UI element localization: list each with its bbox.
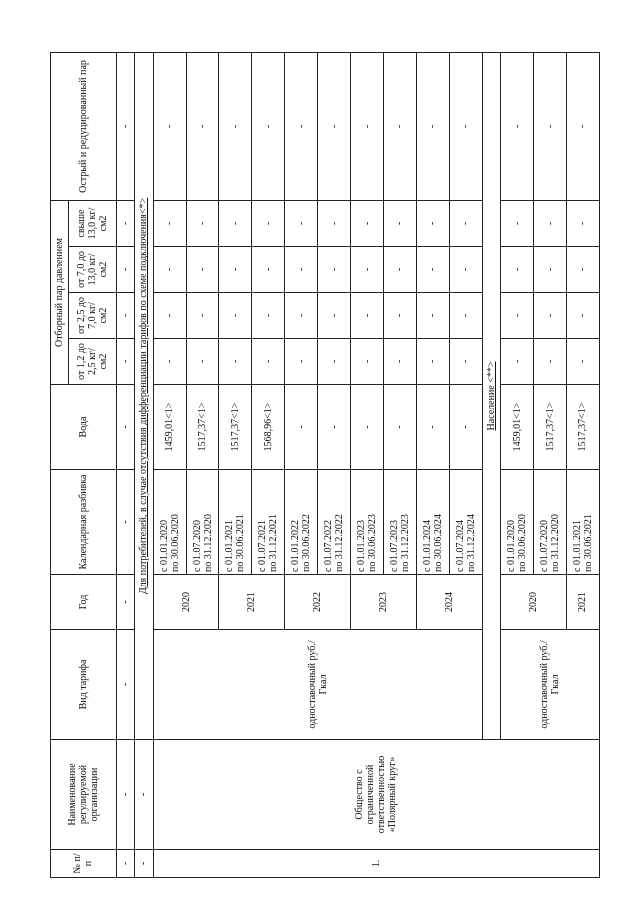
dash-cell: - [285,293,318,339]
water-value: 1517,37<1> [534,385,567,470]
water-value: - [318,385,351,470]
dash-cell: - [219,247,252,293]
period-from: с 01.07.2023 [388,520,400,572]
period-to: по 31.12.2020 [202,514,214,572]
period-cell [416,470,449,575]
dash-cell: - [534,293,567,339]
period-from: с 01.01.2024 [421,520,433,572]
header-sharp-steam: Острый и редуцированный пар [51,52,117,200]
year-cell: 2021 [219,575,285,630]
dash-cell: - [153,52,186,200]
header-steam-4: свыше 13,0 кг/см2 [69,200,116,246]
dash-cell: - [116,630,134,740]
header-steam-2: от 2,5 до 7,0 кг/см2 [69,293,116,339]
period-from: с 01.01.2021 [224,520,236,572]
dash-cell: - [252,339,285,385]
water-value: - [416,385,449,470]
dash-cell: - [219,339,252,385]
year-cell: 2022 [285,575,351,630]
dash-cell: - [186,339,219,385]
period-from: с 01.01.2020 [506,520,518,572]
header-org: Наименование регулируемой организации [51,740,117,850]
period-cell [252,470,285,575]
period-to: по 30.06.2020 [517,514,529,572]
header-steam-3: от 7,0 до 13,0 кг/см2 [69,247,116,293]
period-cell [219,470,252,575]
tariff-type: одноставочный руб./Гкал [501,630,600,740]
org-number: 1. [153,850,599,878]
period-to: по 31.12.2022 [334,514,346,572]
year-cell: 2020 [501,575,567,630]
dash-cell: - [116,385,134,470]
dash-cell: - [501,200,534,246]
dash-cell: - [534,247,567,293]
period-to: по 30.06.2021 [235,514,247,572]
dash-cell: - [351,200,384,246]
dash-cell: - [384,52,417,200]
table-row [153,52,186,877]
dash-cell: - [384,293,417,339]
period-cell [153,470,186,575]
period-cell [501,470,534,575]
water-value: 1517,37<1> [219,385,252,470]
section-title-consumers: Для потребителей, в случае отсутствия дифференциации тарифов по схеме подключения<*> [135,52,153,739]
period-to: по 31.12.2024 [465,514,477,572]
water-value: - [285,385,318,470]
dash-cell: - [318,52,351,200]
period-cell [318,470,351,575]
dash-cell: - [449,339,482,385]
dash-cell: - [252,200,285,246]
period-from: с 01.01.2023 [356,520,368,572]
dash-cell: - [252,247,285,293]
dash-cell: - [116,740,134,850]
dash-cell: - [384,339,417,385]
dash-cell: - [153,200,186,246]
period-to: по 31.12.2021 [268,514,280,572]
year-cell: 2020 [153,575,219,630]
dash-cell: - [449,293,482,339]
tariff-type: одноставочный руб./Гкал [153,630,482,740]
dash-cell: - [351,52,384,200]
rotated-page [50,53,600,878]
dash-cell: - [449,52,482,200]
period-from: с 01.01.2021 [571,520,583,572]
dash-cell: - [153,247,186,293]
dash-cell: - [501,293,534,339]
header-num: № п/п [51,850,117,878]
dash-cell: - [135,740,153,850]
period-cell [285,470,318,575]
dash-cell: - [116,470,134,575]
water-value: - [384,385,417,470]
period-cell [449,470,482,575]
dash-cell: - [501,247,534,293]
period-cell [351,470,384,575]
period-from: с 01.07.2024 [454,520,466,572]
dash-cell: - [285,247,318,293]
dash-cell: - [534,339,567,385]
dash-cell: - [153,339,186,385]
period-cell [384,470,417,575]
dash-row-1 [116,52,134,877]
dash-cell: - [285,339,318,385]
period-to: по 30.06.2023 [367,514,379,572]
period-from: с 01.07.2020 [539,520,550,572]
dash-cell: - [501,52,534,200]
dash-cell: - [135,850,153,878]
header-steam-1: от 1,2 до 2,5 кг/см2 [69,339,116,385]
period-to: по 30.06.2022 [301,514,313,572]
dash-cell: - [252,52,285,200]
period-from: с 01.07.2022 [323,520,335,572]
period-cell [566,470,599,575]
dash-cell: - [416,247,449,293]
dash-cell: - [318,200,351,246]
water-value: 1459,01<1> [153,385,186,470]
period-from: с 01.07.2021 [257,520,269,572]
header-tariff-type: Вид тарифа [51,630,117,740]
dash-cell: - [219,52,252,200]
dash-cell: - [116,575,134,630]
dash-cell: - [219,200,252,246]
dash-cell: - [416,200,449,246]
dash-cell: - [116,200,134,246]
dash-cell: - [416,293,449,339]
dash-cell: - [351,293,384,339]
period-from: с 01.07.2020 [191,520,203,572]
water-value: 1568,96<1> [252,385,285,470]
dash-cell: - [501,339,534,385]
dash-cell: - [351,339,384,385]
period-to: по 31.12.2023 [399,514,411,572]
period-to: по 30.06.2021 [582,514,594,572]
water-value: - [449,385,482,470]
dash-cell: - [186,52,219,200]
dash-cell: - [534,52,567,200]
dash-cell: - [285,200,318,246]
header-row-1 [51,52,69,877]
dash-cell: - [384,200,417,246]
water-value: 1459,01<1> [501,385,534,470]
dash-cell: - [318,247,351,293]
section-row-1 [135,52,153,877]
dash-cell: - [534,200,567,246]
section-title-population: Население <**> [482,52,500,739]
dash-cell: - [318,293,351,339]
water-value: - [351,385,384,470]
dash-cell: - [116,247,134,293]
dash-cell: - [449,247,482,293]
dash-cell: - [116,52,134,200]
dash-cell: - [566,247,599,293]
dash-cell: - [186,200,219,246]
org-name: Общество с ограниченной ответственностью «Полярный круг» [153,740,599,850]
dash-cell: - [153,293,186,339]
dash-cell: - [252,293,285,339]
dash-cell: - [186,293,219,339]
dash-cell: - [566,52,599,200]
period-cell [186,470,219,575]
header-water: Вода [51,385,117,470]
header-period: Календарная разбивка [51,470,117,575]
dash-cell: - [384,247,417,293]
dash-cell: - [566,200,599,246]
tariff-table [50,52,600,878]
header-year: Год [51,575,117,630]
year-cell: 2021 [566,575,599,630]
period-to: по 30.06.2024 [432,514,444,572]
dash-cell: - [416,52,449,200]
period-cell [534,470,567,575]
dash-cell: - [116,850,134,878]
period-to: по 31.12.2020 [550,514,561,572]
dash-cell: - [186,247,219,293]
water-value: 1517,37<1> [186,385,219,470]
dash-cell: - [566,339,599,385]
dash-cell: - [351,247,384,293]
dash-cell: - [566,293,599,339]
period-to: по 30.06.2020 [169,514,181,572]
dash-cell: - [219,293,252,339]
dash-cell: - [116,293,134,339]
dash-cell: - [416,339,449,385]
year-cell: 2024 [416,575,482,630]
dash-cell: - [449,200,482,246]
dash-cell: - [116,339,134,385]
header-steam-group: Отборный пар давлением [51,200,69,384]
period-from: с 01.01.2022 [290,520,302,572]
year-cell: 2023 [351,575,417,630]
dash-cell: - [285,52,318,200]
dash-cell: - [318,339,351,385]
water-value: 1517,37<1> [566,385,599,470]
period-from: с 01.01.2020 [158,520,170,572]
